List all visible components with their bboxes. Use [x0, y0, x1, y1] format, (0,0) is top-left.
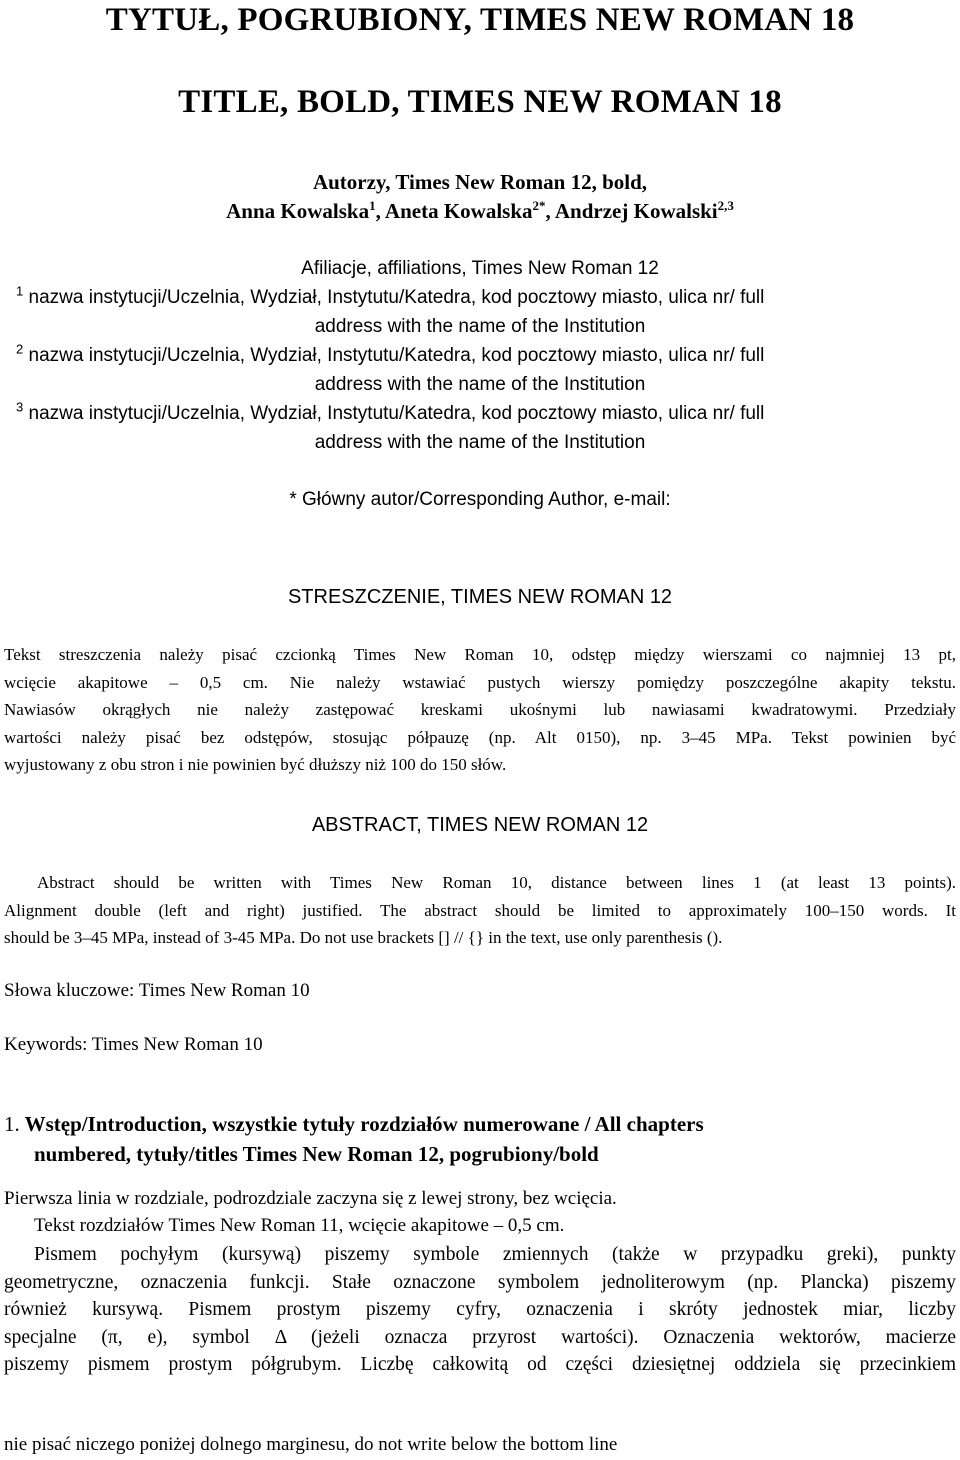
abstract-line: Alignment double (left and right) justified. The abstract should be limited to approximately 100–150 words. It [4, 900, 956, 920]
title-english: TITLE, BOLD, TIMES NEW ROMAN 18 [178, 84, 782, 120]
abstract-heading: ABSTRACT, TIMES NEW ROMAN 12 [311, 814, 649, 836]
abstract-line: Abstract should be written with Times New Roman 10, distance between lines 1 (at least 13 points). [37, 873, 956, 892]
affiliation-item [16, 399, 946, 425]
keywords-english: Keywords: Times New Roman 10 [4, 1034, 263, 1055]
abstract-line: should be 3–45 MPa, instead of 3-45 MPa. Do not use brackets [] // {} in the text, use only parenthesis (). [4, 928, 723, 947]
corresponding-author: * Główny autor/Corresponding Author, e-mail: [289, 489, 671, 510]
chapter-heading [4, 1112, 704, 1137]
body-paragraph-line: również kursywą. Pismem prostym piszemy cyfry, oznaczenia i skróty jednostek miar, liczby [4, 1299, 956, 1320]
chapter-number: 1. [4, 1112, 20, 1136]
body-paragraph-line: piszemy pismem prostym półgrubym. Liczbę całkowitą od części dziesiętnej oddziela się przecinkiem [4, 1354, 956, 1375]
affiliation-number: 2 [16, 341, 24, 357]
body-paragraph-line: specjalne (π, e), symbol Δ (jeżeli oznacza przyrost wartości). Oznaczenia wektorów, macierze [4, 1326, 956, 1348]
affiliation-number: 3 [16, 399, 24, 415]
body-paragraph [4, 1241, 956, 1379]
author-name: Aneta Kowalska [384, 199, 533, 223]
streszczenie-line: Tekst streszczenia należy pisać czcionką Times New Roman 10, odstęp między wierszami co najmniej 13 pt, [4, 645, 956, 664]
author-name: Anna Kowalska [226, 199, 370, 223]
chapter-title-line: Wstęp/Introduction, wszystkie tytuły rozdziałów numerowane / All chapters [24, 1112, 704, 1136]
body-paragraph-line: Pismem pochyłym (kursywą) piszemy symbole zmiennych (także w przypadku greki), punkty [34, 1244, 956, 1265]
author-separator: , [375, 199, 385, 223]
authors-list [0, 199, 960, 224]
bottom-margin-note: nie pisać niczego poniżej dolnego marginesu, do not write below the bottom line [4, 1434, 618, 1455]
affiliation-text-cont: address with the name of the Institution [314, 374, 646, 395]
streszczenie-text [4, 641, 956, 779]
streszczenie-line: wartości należy pisać bez odstępów, stosując półpauzę (np. Alt 0150), np. 3–45 MPa. Tekst powinien być [4, 727, 956, 747]
affiliation-text: nazwa instytucji/Uczelnia, Wydział, Instytutu/Katedra, kod pocztowy miasto, ulica nr/ full [28, 345, 765, 366]
body-paragraph-line: geometryczne, oznaczenia funkcji. Stałe oznaczone symbolem jednoliterowym (np. Plancka) piszemy [4, 1271, 956, 1293]
keywords-polish: Słowa kluczowe: Times New Roman 10 [4, 980, 310, 1001]
affiliation-text: nazwa instytucji/Uczelnia, Wydział, Instytutu/Katedra, kod pocztowy miasto, ulica nr/ full [28, 403, 765, 424]
affiliation-text-cont: address with the name of the Institution [314, 432, 646, 453]
body-second-line: Tekst rozdziałów Times New Roman 11, wcięcie akapitowe – 0,5 cm. [34, 1215, 565, 1236]
affiliations-heading: Afiliacje, affiliations, Times New Roman 12 [301, 258, 659, 279]
affiliation-text: nazwa instytucji/Uczelnia, Wydział, Instytutu/Katedra, kod pocztowy miasto, ulica nr/ full [28, 287, 765, 308]
streszczenie-line: wcięcie akapitowe – 0,5 cm. Nie należy wstawiać pustych wierszy pomiędzy poszczególne akapity tekstu. [4, 672, 956, 692]
author-affiliation-mark: 2* [532, 198, 546, 213]
author-affiliation-mark: 1 [369, 198, 376, 213]
author-name: Andrzej Kowalski [554, 199, 718, 223]
abstract-text [4, 869, 956, 952]
title-polish: TYTUŁ, POGRUBIONY, TIMES NEW ROMAN 18 [105, 2, 855, 38]
affiliation-text-cont: address with the name of the Institution [314, 316, 646, 337]
streszczenie-heading: STRESZCZENIE, TIMES NEW ROMAN 12 [287, 586, 673, 608]
body-first-line: Pierwsza linia w rozdziale, podrozdziale zaczyna się z lewej strony, bez wcięcia. [4, 1188, 617, 1209]
chapter-title-line2: numbered, tytuły/titles Times New Roman 12, pogrubiony/bold [34, 1142, 599, 1166]
author-separator: , [545, 199, 555, 223]
affiliation-number: 1 [16, 283, 24, 299]
affiliation-item [16, 283, 946, 309]
authors-heading: Autorzy, Times New Roman 12, bold, [312, 170, 648, 194]
streszczenie-line: Nawiasów okrągłych nie należy zastępować kreskami ukośnymi lub nawiasami kwadratowymi. Przedziały [4, 700, 956, 719]
streszczenie-line: wyjustowany z obu stron i nie powinien być dłuższy niż 100 do 150 słów. [4, 755, 507, 774]
author-affiliation-mark: 2,3 [717, 198, 734, 213]
affiliation-item [16, 341, 946, 367]
